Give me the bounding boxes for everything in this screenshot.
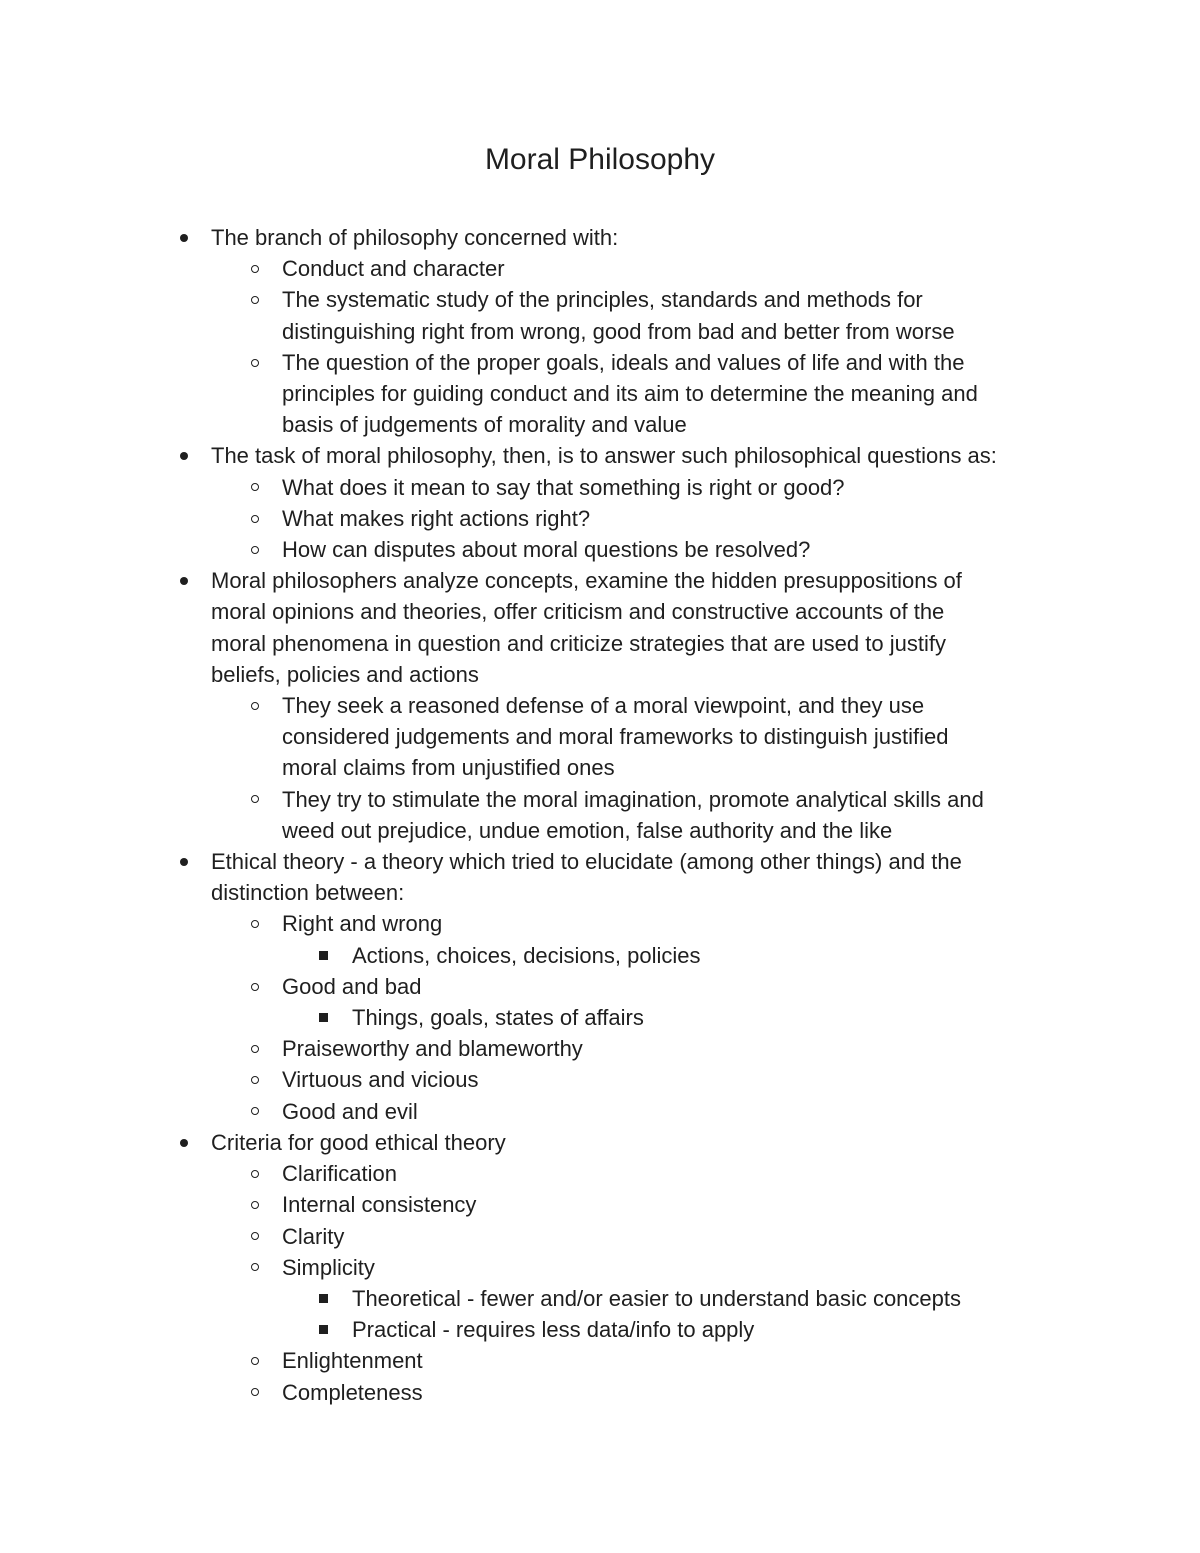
outline-line-level-2 [0, 1189, 1200, 1220]
outline-line-level-2 [0, 503, 1200, 534]
hollow-bullet-icon [251, 920, 259, 928]
outline-text: Clarity [282, 1223, 345, 1249]
outline-line-level-3 [0, 940, 1200, 971]
outline-text: Virtuous and vicious [282, 1067, 479, 1093]
outline-text: basis of judgements of morality and value [282, 412, 687, 438]
outline-line-level-2 [0, 1221, 1200, 1252]
square-bullet-icon [319, 1325, 328, 1334]
hollow-bullet-icon [251, 1388, 259, 1396]
bullet-marker [245, 1033, 265, 1064]
outline-line-level-2 [0, 752, 1200, 783]
outline-text: moral opinions and theories, offer criticism and constructive accounts of the [211, 599, 945, 625]
filled-bullet-icon [180, 1139, 188, 1147]
hollow-bullet-icon [251, 483, 259, 491]
square-bullet-icon [319, 1013, 328, 1022]
bullet-marker [174, 222, 194, 253]
outline-text: weed out prejudice, undue emotion, false authority and the like [282, 817, 893, 843]
square-bullet-icon [319, 951, 328, 960]
outline-line-level-2 [0, 1158, 1200, 1189]
bullet-marker [245, 503, 265, 534]
outline-text: Praiseworthy and blameworthy [282, 1036, 583, 1062]
outline-text: Ethical theory - a theory which tried to elucidate (among other things) and the [211, 849, 962, 875]
outline-text: distinguishing right from wrong, good from bad and better from worse [282, 318, 955, 344]
outline-text: Completeness [282, 1379, 423, 1405]
outline-text: Good and bad [282, 973, 422, 999]
outline-line-level-2 [0, 784, 1200, 815]
bullet-marker [245, 1221, 265, 1252]
bullet-marker [245, 784, 265, 815]
outline-text: Good and evil [282, 1098, 418, 1124]
outline-text: beliefs, policies and actions [211, 661, 479, 687]
bullet-outline [0, 222, 1200, 1408]
bullet-marker [245, 1345, 265, 1376]
outline-text: Practical - requires less data/info to apply [352, 1317, 755, 1343]
bullet-marker [245, 1189, 265, 1220]
outline-line-level-3 [0, 1283, 1200, 1314]
outline-text: Actions, choices, decisions, policies [352, 942, 701, 968]
outline-line-level-3 [0, 1002, 1200, 1033]
bullet-marker [245, 1096, 265, 1127]
outline-text: principles for guiding conduct and its aim to determine the meaning and [282, 381, 978, 407]
outline-line-level-2 [0, 284, 1200, 315]
outline-text: How can disputes about moral questions be resolved? [282, 537, 811, 563]
outline-text: They seek a reasoned defense of a moral viewpoint, and they use [282, 693, 925, 719]
hollow-bullet-icon [251, 1045, 259, 1053]
outline-text: What does it mean to say that something is right or good? [282, 474, 845, 500]
outline-line-level-1 [0, 659, 1200, 690]
bullet-marker [313, 1002, 333, 1033]
filled-bullet-icon [180, 234, 188, 242]
outline-text: They try to stimulate the moral imagination, promote analytical skills and [282, 786, 984, 812]
outline-text: The systematic study of the principles, standards and methods for [282, 287, 923, 313]
outline-line-level-2 [0, 534, 1200, 565]
outline-text: Enlightenment [282, 1348, 423, 1374]
bullet-marker [245, 253, 265, 284]
outline-line-level-2 [0, 1064, 1200, 1095]
hollow-bullet-icon [251, 983, 259, 991]
bullet-marker [245, 1158, 265, 1189]
outline-line-level-2 [0, 971, 1200, 1002]
outline-text: Criteria for good ethical theory [211, 1129, 506, 1155]
bullet-marker [245, 284, 265, 315]
outline-text: distinction between: [211, 880, 405, 906]
outline-line-level-1 [0, 877, 1200, 908]
hollow-bullet-icon [251, 265, 259, 273]
hollow-bullet-icon [251, 515, 259, 523]
outline-text: Theoretical - fewer and/or easier to understand basic concepts [352, 1285, 961, 1311]
outline-line-level-2 [0, 908, 1200, 939]
bullet-marker [245, 1377, 265, 1408]
bullet-marker [313, 940, 333, 971]
hollow-bullet-icon [251, 296, 259, 304]
outline-line-level-2 [0, 690, 1200, 721]
outline-line-level-2 [0, 721, 1200, 752]
outline-line-level-2 [0, 378, 1200, 409]
bullet-marker [245, 690, 265, 721]
hollow-bullet-icon [251, 702, 259, 710]
outline-line-level-2 [0, 1096, 1200, 1127]
outline-text: moral phenomena in question and criticize strategies that are used to justify [211, 630, 946, 656]
outline-text: moral claims from unjustified ones [282, 755, 615, 781]
hollow-bullet-icon [251, 1170, 259, 1178]
outline-text: Things, goals, states of affairs [352, 1005, 644, 1031]
outline-text: What makes right actions right? [282, 505, 591, 531]
outline-line-level-1 [0, 846, 1200, 877]
bullet-marker [174, 565, 194, 596]
outline-line-level-2 [0, 409, 1200, 440]
outline-line-level-2 [0, 347, 1200, 378]
square-bullet-icon [319, 1294, 328, 1303]
outline-text: Right and wrong [282, 911, 443, 937]
outline-line-level-2 [0, 1345, 1200, 1376]
bullet-marker [313, 1314, 333, 1345]
bullet-marker [174, 846, 194, 877]
outline-line-level-1 [0, 440, 1200, 471]
bullet-marker [245, 908, 265, 939]
outline-line-level-2 [0, 472, 1200, 503]
outline-line-level-2 [0, 1377, 1200, 1408]
outline-text: The question of the proper goals, ideals and values of life and with the [282, 349, 965, 375]
outline-line-level-1 [0, 596, 1200, 627]
bullet-marker [245, 534, 265, 565]
hollow-bullet-icon [251, 546, 259, 554]
bullet-marker [245, 1064, 265, 1095]
outline-line-level-1 [0, 1127, 1200, 1158]
outline-line-level-3 [0, 1314, 1200, 1345]
hollow-bullet-icon [251, 1201, 259, 1209]
bullet-marker [245, 472, 265, 503]
outline-text: considered judgements and moral frameworks to distinguish justified [282, 724, 949, 750]
outline-line-level-2 [0, 1033, 1200, 1064]
page-title: Moral Philosophy [484, 143, 716, 176]
outline-text: Internal consistency [282, 1192, 477, 1218]
hollow-bullet-icon [251, 1076, 259, 1084]
outline-text: Conduct and character [282, 256, 505, 282]
bullet-marker [174, 440, 194, 471]
outline-line-level-2 [0, 316, 1200, 347]
outline-line-level-2 [0, 815, 1200, 846]
outline-text: Moral philosophers analyze concepts, examine the hidden presuppositions of [211, 568, 962, 594]
bullet-marker [313, 1283, 333, 1314]
filled-bullet-icon [180, 577, 188, 585]
hollow-bullet-icon [251, 359, 259, 367]
hollow-bullet-icon [251, 1107, 259, 1115]
outline-line-level-1 [0, 222, 1200, 253]
bullet-marker [245, 971, 265, 1002]
outline-line-level-2 [0, 1252, 1200, 1283]
outline-line-level-1 [0, 565, 1200, 596]
outline-line-level-2 [0, 253, 1200, 284]
hollow-bullet-icon [251, 1357, 259, 1365]
outline-text: The branch of philosophy concerned with: [211, 225, 619, 250]
outline-line-level-1 [0, 628, 1200, 659]
filled-bullet-icon [180, 452, 188, 460]
bullet-marker [245, 1252, 265, 1283]
hollow-bullet-icon [251, 1232, 259, 1240]
hollow-bullet-icon [251, 795, 259, 803]
outline-text: Simplicity [282, 1254, 375, 1280]
filled-bullet-icon [180, 858, 188, 866]
bullet-marker [245, 347, 265, 378]
bullet-marker [174, 1127, 194, 1158]
outline-text: The task of moral philosophy, then, is to answer such philosophical questions as: [211, 443, 997, 469]
outline-text: Clarification [282, 1161, 397, 1187]
hollow-bullet-icon [251, 1263, 259, 1271]
